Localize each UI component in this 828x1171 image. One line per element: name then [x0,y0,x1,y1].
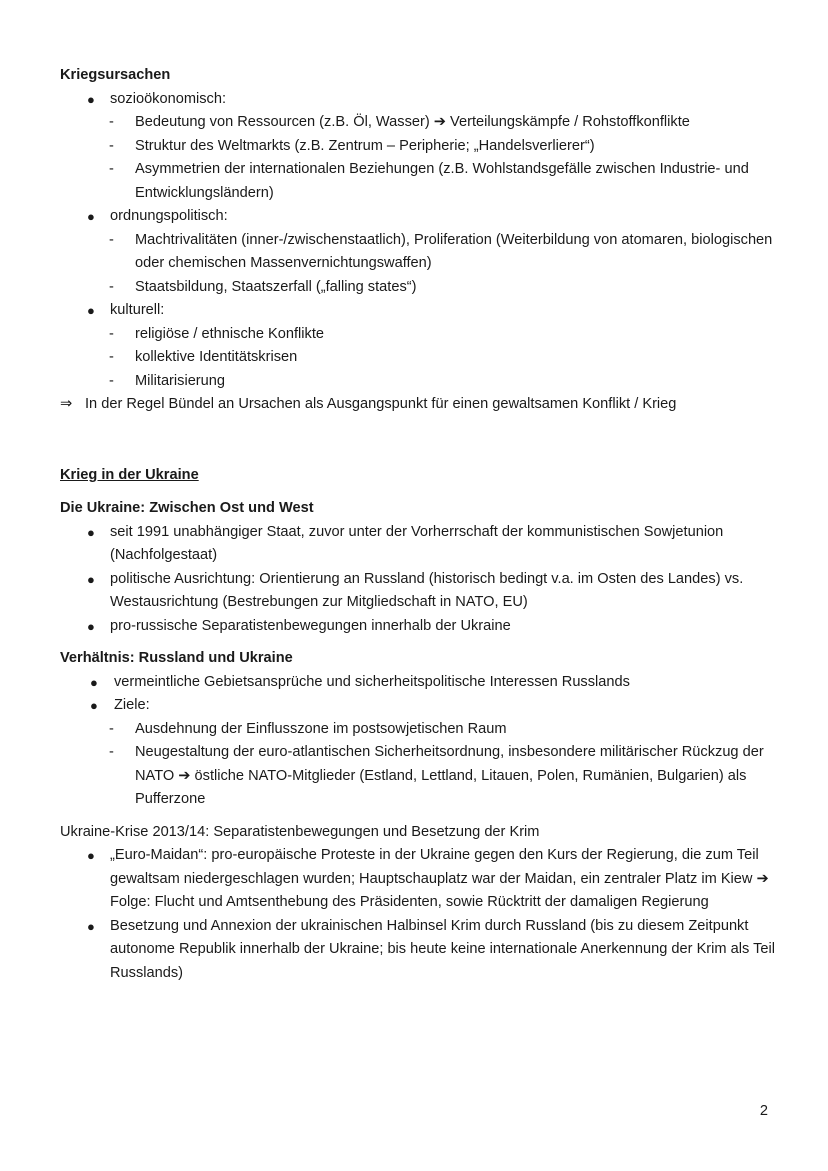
heading-krieg-in-der-ukraine: Krieg in der Ukraine [60,466,199,483]
heading-kriegsursachen: Kriegsursachen [60,67,171,83]
bullet-item: ● sozioökonomisch: [60,88,780,112]
bullet-item: ● kulturell: [60,299,780,323]
implies-arrow-icon: ⇒ [60,396,73,412]
dash-item: - Ausdehnung der Einflusszone im postsowjetischen Raum [60,718,780,742]
bullet-item: ● Ziele: [60,694,780,718]
dash-icon: - [109,349,114,365]
bullet-item: ● politische Ausrichtung: Orientierung an Russland (historisch bedingt v.a. im Osten des Landes) vs. Westausrichtung (Bestrebungen zur Mitgliedschaft in NATO, EU) [60,568,780,615]
dash-icon: - [109,325,114,342]
bullet-icon: ● [87,524,95,540]
document-page [60,64,780,985]
dash-icon: - [109,720,114,737]
dash-icon: - [109,372,114,389]
dash-icon: - [109,278,114,295]
bullet-icon: ● [87,918,95,934]
bullet-item: ● pro-russische Separatistenbewegungen innerhalb der Ukraine [60,615,780,639]
dash-icon: - [109,114,114,130]
bullet-icon: ● [87,303,95,318]
bullet-item: ● ordnungspolitisch: [60,205,780,229]
dash-item: - Struktur des Weltmarkts (z.B. Zentrum – Peripherie; „Handelsverlierer“) [60,135,780,159]
subheading-russland-und-ukraine: Verhältnis: Russland und Ukraine [60,650,293,666]
dash-icon: - [109,161,114,177]
dash-item: - Militarisierung [60,370,780,394]
bullet-icon: ● [87,618,95,634]
bullet-icon: ● [87,209,95,224]
bullet-icon: ● [87,848,95,863]
conclusion-line: ⇒ In der Regel Bündel an Ursachen als Ausgangspunkt für einen gewaltsamen Konflikt / Krieg [60,393,780,417]
page-number: 2 [759,1103,768,1119]
dash-item: - religiöse / ethnische Konflikte [60,323,780,347]
dash-item: - Neugestaltung der euro-atlantischen Sicherheitsordnung, insbesondere militärischer Rückzug der NATO ➔ östliche NATO-Mitglieder (Estland, Lettland, Litauen, Polen, Rumänien, Bulgarien) als Pufferzone [60,741,780,812]
dash-item: - Staatsbildung, Staatszerfall („falling states“) [60,276,780,300]
subheading-zwischen-ost-und-west: Die Ukraine: Zwischen Ost und West [60,500,314,516]
subheading-ukraine-krise: Ukraine-Krise 2013/14: Separatistenbewegungen und Besetzung der Krim [60,823,540,840]
dash-icon: - [109,231,114,248]
bullet-item: ● seit 1991 unabhängiger Staat, zuvor unter der Vorherrschaft der kommunistischen Sowjetunion (Nachfolgestaat) [60,521,780,568]
bullet-icon: ● [90,698,98,713]
dash-icon: - [109,744,114,760]
dash-item: - Bedeutung von Ressourcen (z.B. Öl, Wasser) ➔ Verteilungskämpfe / Rohstoffkonflikte [60,111,780,135]
dash-icon: - [109,137,114,154]
bullet-item: ● vermeintliche Gebietsansprüche und sicherheitspolitische Interessen Russlands [60,671,780,695]
bullet-icon: ● [87,571,95,587]
dash-item: - Asymmetrien der internationalen Beziehungen (z.B. Wohlstandsgefälle zwischen Industrie- und Entwicklungsländern) [60,158,780,205]
dash-item: - kollektive Identitätskrisen [60,346,780,370]
bullet-icon: ● [87,91,95,107]
bullet-item: ● „Euro-Maidan“: pro-europäische Proteste in der Ukraine gegen den Kurs der Regierung, die zum Teil gewaltsam niedergeschlagen wurden; Hauptschauplatz war der Maidan, ein zentraler Platz im Kiew ➔ Folge: Flucht und Amtsenthebung des Präsidenten, sowie Rücktritt der damaligen Regierung [60,844,780,915]
bullet-item: ● Besetzung und Annexion der ukrainischen Halbinsel Krim durch Russland (bis zu diesem Zeitpunkt autonome Republik innerhalb der Ukraine; bis heute keine internationale Anerkennung der Krim als Teil Russlands) [60,915,780,986]
dash-item: - Machtrivalitäten (inner-/zwischenstaatlich), Proliferation (Weiterbildung von atomaren, biologischen oder chemischen Massenvernichtungswaffen) [60,229,780,276]
bullet-icon: ● [90,674,98,690]
